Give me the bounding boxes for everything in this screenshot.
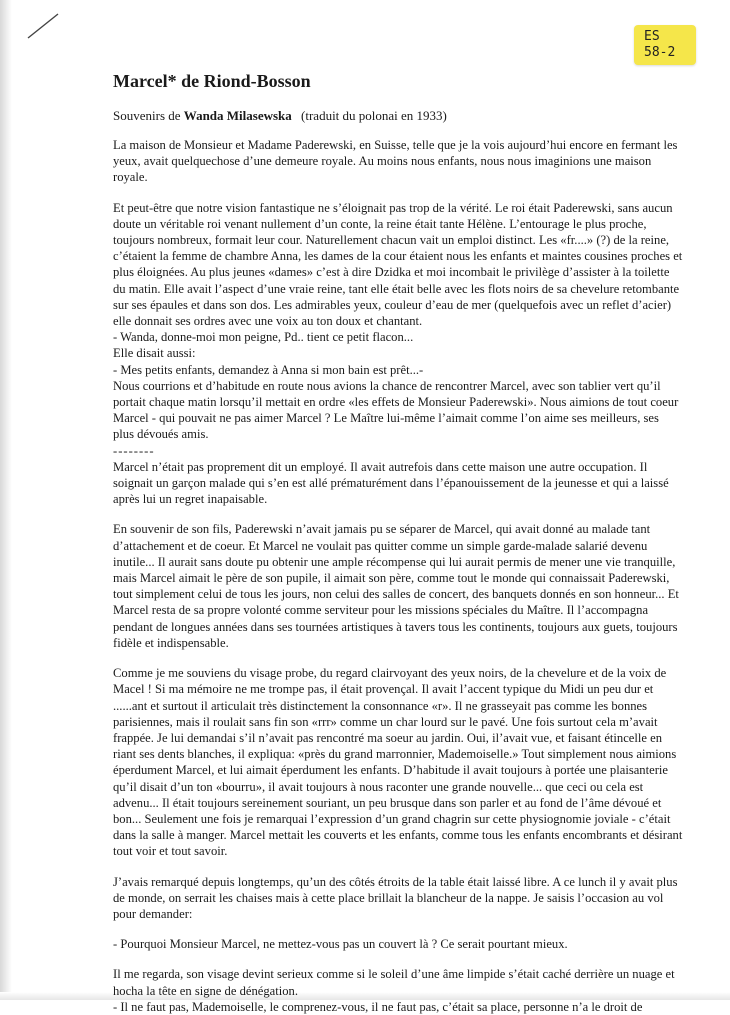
- paragraph: Comme je me souviens du visage probe, du regard clairvoyant des yeux noirs, de la chevelure et de la voix de Macel ! Si ma mémoire ne me trompe pas, il était provençal. Il avait l’accent typique du Midi un peu dur et ......ant et surtout il articulait très distinctement la consonnance «r». Il ne grasseyait pas comme les bonnes parisiennes, mais il roulait sans fin son «rrr» comme un char lourd sur le pavé. Une fois surtout cela m’avait frappée. Je lui demandai s’il n’avait pas rencontré ma soeur au jardin. Oui, il’avait vue, et faisant étincelle en riant ses dents blanches, il expliqua: «près du grand marronnier, Mademoiselle.» Tout simplement nous aimions éperdument Marcel, et lui aimait éperdument les enfants. D’habitude il avait toujours à portée une plaisanterie qu’il disait d’un ton «bourru», il avait toujours à nous raconter une grande nouvelle... que ceci ou cela est advenu... Il était toujours sereinement souriant, un peu brusque dans son parler et au fond de l’âme dévoué et bon... Seulement une fois je remarquai l’expression d’un grand chagrin sur cette physiognomie joviale - c’était dans la salle à manger. Marcel mettait les couverts et les enfants, comme tous les enfants encombrants et désirant tout voir et tout savoir.: [113, 666, 683, 859]
- subtitle-author: Wanda Milasewska: [183, 108, 292, 123]
- document-content: [113, 70, 683, 1015]
- paragraph: Marcel n’était pas proprement dit un employé. Il avait autrefois dans cette maison une autre occupation. Il soignait un garçon malade qui s’en est allé prématurément dans l’épanouissement de la jeunesse et qui a laissé après lui un regret inapaisable.: [113, 459, 669, 507]
- scan-page-edge: [0, 0, 12, 1000]
- archive-label-sticker: [634, 25, 696, 65]
- sticker-line-1: ES: [644, 29, 660, 44]
- paragraph: Il me regarda, son visage devint serieux comme si le soleil d’une âme limpide s’était caché derrière un nuage et hocha la tête en signe de dénégation.: [113, 967, 675, 998]
- paragraph: J’avais remarqué depuis longtemps, qu’un des côtés étroits de la table était laissé libre. A ce lunch il y avait plus de monde, on serrait les chaises mais à cette place brillait la blancheur de la nappe. Je saisis l’occasion au vol pour demander:: [113, 874, 678, 921]
- document-body: [113, 137, 683, 1015]
- dialogue-line: - Wanda, donne-moi mon peigne, Pd.. tient ce petit flacon...: [113, 330, 414, 345]
- document-subtitle: [113, 108, 683, 124]
- sticker-line-2: 58-2: [644, 45, 676, 60]
- subtitle-prefix: Souvenirs de: [113, 108, 184, 123]
- paragraph: La maison de Monsieur et Madame Paderewski, en Suisse, telle que je la vois aujourd’hui encore en fermant les yeux, avait quelquechose d’une demeure royale. Au moins nous enfants, nous nous imaginions une maison royale.: [113, 138, 678, 185]
- dialogue-line: - Mes petits enfants, demandez à Anna si mon bain est prêt...-: [113, 362, 424, 377]
- section-separator: --------: [113, 443, 155, 458]
- document-title: Marcel* de Riond-Bosson: [113, 71, 311, 91]
- dialogue-line: - Pourquoi Monsieur Marcel, ne mettez-vous pas un couvert là ? Ce serait pourtant mieux.: [113, 937, 568, 952]
- paragraph: En souvenir de son fils, Paderewski n’avait jamais pu se séparer de Marcel, qui avait donné au malade tant d’attachement et de coeur. Et Marcel ne voulait pas quitter comme un simple garde-malade salarié devenu inutile... Il aurait sans doute pu obtenir une ample récompense qui lui aurait permis de mener une vie tranquille, mais Marcel aimait le père de son pupile, il aimait son père, comme tout le monde qui connaissait Paderewski, tout simplement celui de tous les jours, non celui des salles de concert, des banquets donnés en son honneur... Et Marcel resta de sa propre volonté comme serviteur pour les missions spéciales du Maître. Il l’accompagna pendant de longues années dans ses tournées artistiques à tavers tous les continents, toujours aux guets, toujours fidèle et indispensable.: [113, 522, 679, 650]
- paragraph: Et peut-être que notre vision fantastique ne s’éloignait pas trop de la vérité. Le roi était Paderewski, sans aucun doute un véritable roi venant nullement d’un conte, la reine était tante Hélène. L’entourage le plus proche, toujours nombreux, formait leur cour. Naturellement chacun vait un emploi distinct. Les «fr....» (?) de la reine, c’étaient la femme de chambre Anna, les dames de la cour étaient nous les enfants et maintes cousines proches et plus éloignées. Au plus jeunes «dames» c’est à dire Dzidka et moi incombait le privilège d’assister à la toilette du matin. Elle avait l’aspect d’une vraie reine, tant elle était belle avec les flots noirs de sa chevelure retombante sur ses épaules et dans son dos. Les admirables yeux, couleur d’eau de mer (quelquefois avec un reflet d’acier) elle donnait ses ordres avec une voix au ton doux et chantant.: [113, 200, 683, 329]
- corner-fold-mark: [14, 8, 74, 48]
- subtitle-note: (traduit du polonai en 1933): [301, 108, 447, 123]
- paragraph: Nous courrions et d’habitude en route nous avions la chance de rencontrer Marcel, avec son tablier vert qu’il portait chaque matin lorsqu’il mettait en ordre «les effets de Monsieur Paderewski». Nous aimions de tout coeur Marcel - qui pouvait ne pas aimer Marcel ? Le Maître lui-même l’aimait comme l’on aime ses meilleurs, ses plus dévoués amis.: [113, 378, 679, 442]
- dialogue-line: - Il ne faut pas, Mademoiselle, le comprenez-vous, il ne faut pas, c’était sa place, personne n’a le droit de: [113, 999, 643, 1014]
- paragraph: Elle disait aussi:: [113, 346, 196, 361]
